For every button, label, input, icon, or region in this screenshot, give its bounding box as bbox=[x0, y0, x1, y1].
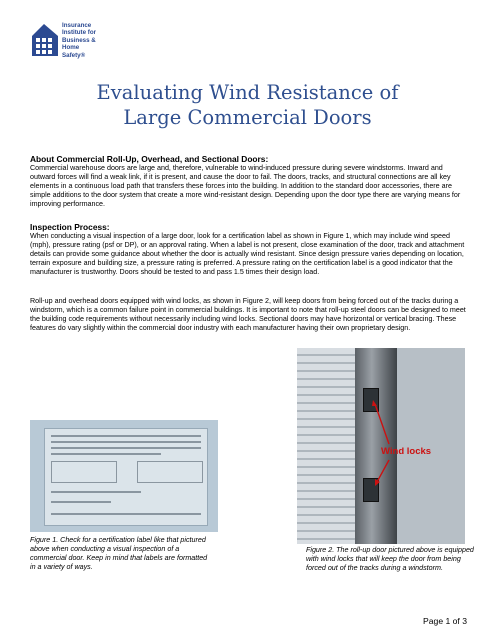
certification-label-graphic bbox=[44, 428, 208, 526]
title-line-1: Evaluating Wind Resistance of bbox=[96, 81, 399, 104]
about-heading: About Commercial Roll-Up, Overhead, and Sectional Doors: bbox=[30, 154, 269, 164]
wind-locks-callout: Wind locks bbox=[381, 446, 432, 457]
title-line-2: Large Commercial Doors bbox=[123, 106, 372, 129]
page-number: Page 1 of 3 bbox=[423, 616, 467, 626]
about-paragraph: Commercial warehouse doors are large and, therefore, vulnerable to wind-induced pressure during severe windstorms. Inward and outward forces will find a weak link, if it is present, and cause the door to fail. The doors, tracks, and structural connections are all key elements in a continuous load path that transfers these forces into the building. In addition to the standard door accessories, there are simple additions to the door system that create a more wind-resistant design. Depending upon the door type there are varying means for improving performance. bbox=[30, 164, 461, 209]
figure-2-wind-locks-photo bbox=[297, 348, 465, 544]
ibhs-logo bbox=[30, 20, 120, 60]
logo-text: Insurance Institute for Business & Home Safety® bbox=[62, 22, 97, 59]
inspection-paragraph-1: When conducting a visual inspection of a large door, look for a certification label as shown in Figure 1, which may include wind speed (mph), pressure rating (psf or DP), or an approval rating. When a label is not present, close examination of the door, track and attachment details can provide some guidance about whether the door is actually wind resistant. Since design pressure varies depending on location, terrain exposure and building size, a pressure rating is preferred. A pressure rating on the certification label is a good indicator that the manufacturer is trustworthy. Doors should be tested to and pass 1.5 times their design load. bbox=[30, 232, 465, 277]
document-title bbox=[0, 80, 495, 130]
house-grid-logo-icon bbox=[30, 22, 60, 58]
figure-1-certification-label-photo bbox=[30, 420, 218, 532]
figure-2-caption: Figure 2. The roll-up door pictured above is equipped with wind locks that will keep the door from being forced out of the tracks during a windstorm. bbox=[306, 546, 474, 573]
inspection-heading: Inspection Process: bbox=[30, 222, 110, 232]
figure-1-caption: Figure 1. Check for a certification label like that pictured above when conducting a visual inspection of a commercial door. Keep in mind that labels are formatted in a variety of ways. bbox=[30, 536, 208, 572]
inspection-paragraph-2: Roll-up and overhead doors equipped with wind locks, as shown in Figure 2, will keep doors from being forced out of the tracks during a windstorm, which is a common failure point in commercial buildings. It is important to note that roll-up steel doors can be designed to meet the building code requirements without necessarily including wind locks. Sectional doors may have horizontal or vertical bracing. These features do vary slightly within the commercial door industry with each manufacturer having their own proprietary design. bbox=[30, 297, 466, 333]
